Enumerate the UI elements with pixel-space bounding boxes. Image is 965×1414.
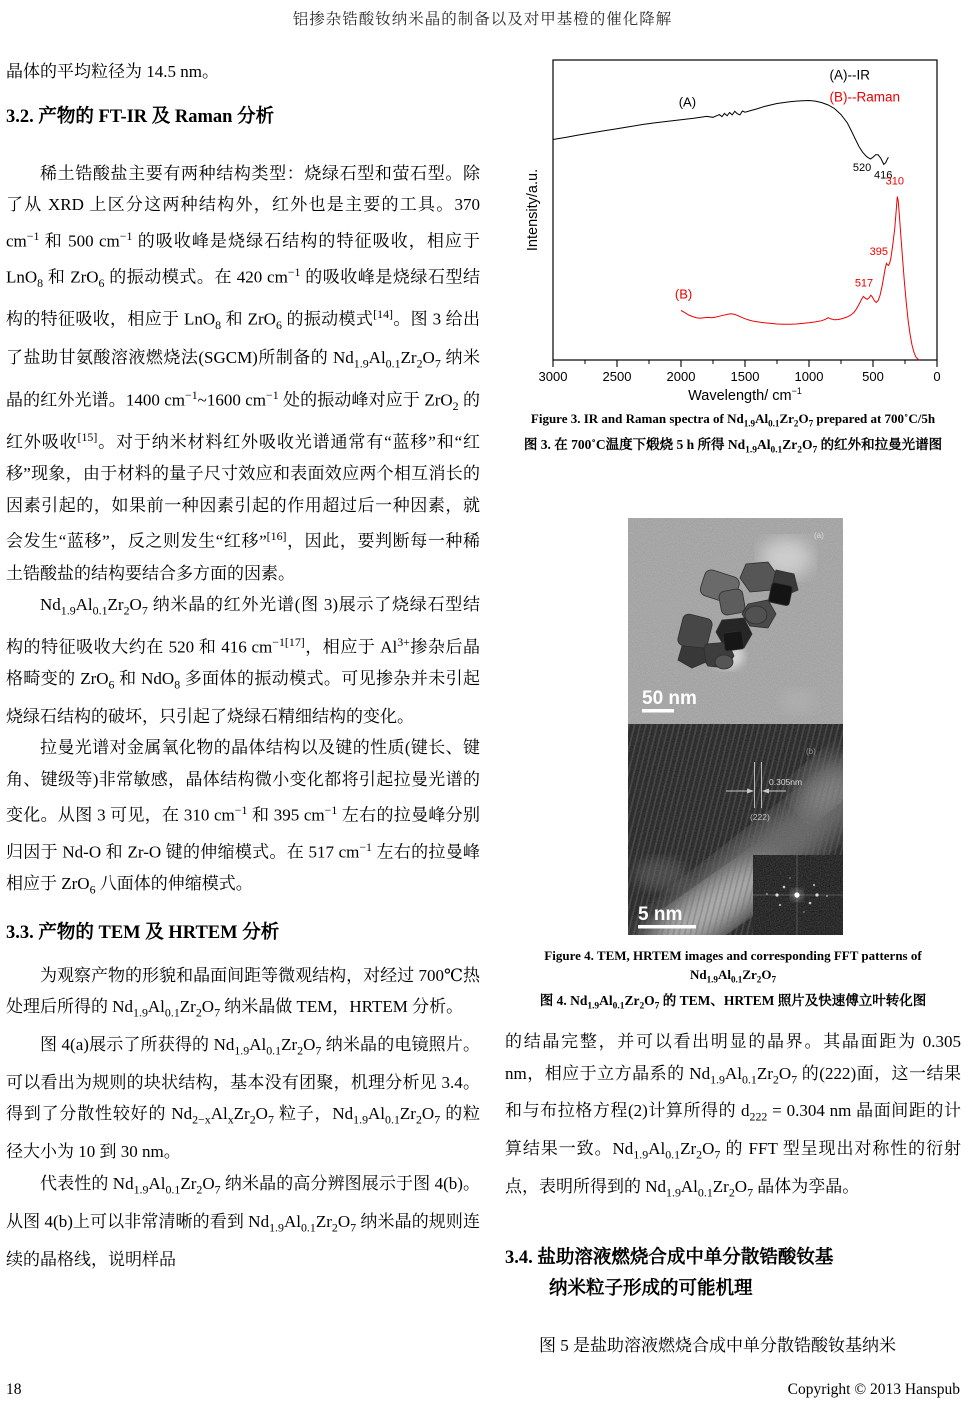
x-tick-label: 2000 xyxy=(666,369,696,384)
ir-raman-spectra-chart xyxy=(505,57,961,407)
section-heading-3-3: 3.3. 产物的 TEM 及 HRTEM 分析 xyxy=(6,922,280,943)
figure3-caption-zh: 图 3. 在 700˚C温度下煅烧 5 h 所得 $Nd_{1.9}Al_{0.1}Zr_2O_7$ 的红外和拉曼光谱图 xyxy=(523,436,943,456)
peak-annotation: 517 xyxy=(854,277,874,290)
crystal-plane-label: (222) xyxy=(750,812,770,822)
peak-annotation: 520 xyxy=(852,162,872,174)
x-tick-label: 2500 xyxy=(602,369,632,384)
continuation-paragraph xyxy=(505,1026,961,1209)
scale-bar-label-50nm: 50 nm xyxy=(642,688,697,709)
section-3-4-paragraph xyxy=(505,1330,961,1362)
section-heading-3-4-line1: 3.4. 盐助溶液燃烧合成中单分散锆酸钕基 xyxy=(505,1248,834,1268)
page-number: 18 xyxy=(6,1381,22,1398)
paragraph: 的结晶完整，并可以看出明显的晶界。其晶面距为 0.305 nm，相应于立方晶系的 $Nd_{1.9}Al_{0.1}Zr_2O_7$ 的(222)面，这一结果和与布拉格方程(2)计算所得的 $d_{222} = 0.304$ nm 晶面间距的计算结果一致。$Nd_{1.9}Al_{0.1}Zr_2O_7$ 的 FFT 型呈现出对称性的衍射点，表明所得到的 $Nd_{1.9}Al_{0.1}Zr_2O_7$ 晶体为孪晶。 xyxy=(505,1032,962,1200)
peak-annotation: (A) xyxy=(678,94,697,110)
spectrum-curve xyxy=(681,197,920,361)
peak-annotation: 310 xyxy=(885,175,904,188)
scale-bar-label-5nm: 5 nm xyxy=(638,904,683,925)
paragraph: 图 4(a)展示了所获得的 $Nd_{1.9}Al_{0.1}Zr_2O_7$ 纳米晶的电镜照片。可以看出为规则的块状结构，基本没有团聚，机理分析见 3.4。得到了分散性较好的 $Nd_{2-x}Al_xZr_2O_7$ 粒子，$Nd_{1.9}Al_{0.1}Zr_2O_7$ 的粒径大小为 10 到 30 nm。 xyxy=(6,1035,481,1162)
plot-frame xyxy=(553,60,937,360)
figure4-caption-zh: 图 4. $Nd_{1.9}Al_{0.1}Zr_2O_7$ 的 TEM、HRTEM 照片及快速傅立叶转化图 xyxy=(539,992,927,1012)
figure3-caption-en: Figure 3. IR and Raman spectra of $Nd_{1.9}Al_{0.1}Zr_2O_7$ prepared at 700˚C/5h xyxy=(530,411,936,429)
x-tick-label: 1000 xyxy=(794,369,824,384)
intro-continuation-line: 晶体的平均粒径为 14.5 nm。 xyxy=(6,62,219,81)
x-tick-label: 0 xyxy=(933,369,941,384)
left-column xyxy=(6,56,480,1275)
running-head-title: 铝掺杂锆酸钕纳米晶的制备以及对甲基橙的催化降解 xyxy=(292,11,673,28)
section-heading-3-4-line2: 纳米粒子形成的可能机理 xyxy=(549,1279,753,1299)
x-tick-label: 500 xyxy=(862,369,884,384)
legend-entry: (B)--Raman xyxy=(829,89,901,105)
fft-pattern-inset xyxy=(753,855,843,935)
legend-entry: (A)--IR xyxy=(829,67,870,83)
copyright-notice: Copyright © 2013 Hanspub xyxy=(787,1381,960,1398)
x-axis-title: Wavelength/ $cm^{-1}$ xyxy=(688,386,802,404)
tem-image-panel-a xyxy=(628,518,843,724)
peak-annotation: (B) xyxy=(674,286,693,302)
scale-bar-b xyxy=(638,925,696,929)
paragraph: 图 5 是盐助溶液燃烧合成中单分散锆酸钕基纳米 xyxy=(539,1336,896,1355)
peak-annotation: 416 xyxy=(874,169,893,182)
y-axis-title: Intensity/a.u. xyxy=(525,168,541,252)
x-tick-label: 3000 xyxy=(538,369,568,384)
paragraph: 代表性的 $Nd_{1.9}Al_{0.1}Zr_2O_7$ 纳米晶的高分辨图展示于图 4(b)。从图 4(b)上可以非常清晰的看到 $Nd_{1.9}Al_{0.1}Zr_2O_7$ 纳米晶的规则连续的晶格线，说明样品 xyxy=(6,1173,481,1269)
panel-b-label: (b) xyxy=(806,747,816,756)
paragraph: 稀土锆酸盐主要有两种结构类型：烧绿石型和萤石型。除了从 XRD 上区分这两种结构外，红外也是主要的工具。370 $cm^{-1}$ 和 500 $cm^{-1}$ 的吸收峰是烧绿石结构的特征吸收，相应于 LnO$_8$ 和 ZrO$_6$ 的振动模式。在 420 $cm^{-1}$ 的吸收峰是烧绿石型结构的特征吸收，相应于 LnO$_8$ 和 ZrO$_6$ 的振动模式[14]。图 3 给出了盐助甘氨酸溶液燃烧法(SGCM)所制备的 $Nd_{1.9}Al_{0.1}Zr_2O_7$ 纳米晶的红外光谱。1400 $cm^{-1}\sim 1600$ $cm^{-1}$ 处的振动峰对应于 ZrO$_2$ 的红外吸收[15]。对于纳米材料红外吸收光谱通常有“蓝移”和“红移”现象，由于材料的量子尺寸效应和表面效应两个相互消长的因素引起的，如果前一种因素引起的作用超过后一种因素，就会发生“蓝移”，反之则发生“红移”[16]，因此，要判断每一种稀土锆酸盐的结构要结合多方面的因素。 xyxy=(6,163,481,583)
paragraph: 为观察产物的形貌和晶面间距等微观结构，对经过 700℃热处理后所得的 $Nd_{1.9}Al_{0.1}Zr_2O_7$ 纳米晶做 TEM，HRTEM 分析。 xyxy=(6,965,480,1020)
hrtem-image-panel-b xyxy=(628,724,843,935)
spectrum-curve xyxy=(553,101,888,165)
section-heading-3-4 xyxy=(505,1243,961,1305)
panel-a-label: (a) xyxy=(814,531,824,540)
paragraph: 拉曼光谱对金属氧化物的晶体结构以及键的性质(键长、键角、键级等)非常敏感，晶体结构微小变化都将引起拉曼光谱的变化。从图 3 可见，在 310 $cm^{-1}$ 和 395 $cm^{-1}$ 左右的拉曼峰分别归因于 Nd-O 和 Zr-O 键的伸缩模式。在 517 $cm^{-1}$ 左右的拉曼峰相应于 ZrO$_6$ 八面体的伸缩模式。 xyxy=(6,738,480,897)
x-tick-label: 1500 xyxy=(730,369,760,384)
peak-annotation: 395 xyxy=(869,246,888,258)
figure4-caption-en: Figure 4. TEM, HRTEM images and corresponding FFT patterns of $Nd_{1.9}Al_{0.1}Zr_2O_7$ xyxy=(544,948,922,985)
figure4-caption xyxy=(505,946,961,1017)
d-spacing-value-label: 0.305nm xyxy=(769,777,803,787)
figure3-caption xyxy=(505,409,961,461)
paragraph: $Nd_{1.9}Al_{0.1}Zr_2O_7$ 纳米晶的红外光谱(图 3)展示了烧绿石型结构的特征吸收大约在 520 和 416 $cm^{-1[17]}$，相应于 $Al^{3+}$掺杂后晶格畸变的 ZrO$_6$ 和 NdO$_8$ 多面体的振动模式。可见掺杂并未引起烧绿石结构的破坏，只引起了烧绿石精细结构的变化。 xyxy=(6,595,480,726)
spectra-svg xyxy=(505,57,961,407)
figure4-image-stack xyxy=(628,518,843,935)
section-heading-3-2: 3.2. 产物的 FT-IR 及 Raman 分析 xyxy=(6,106,275,127)
scale-bar-a xyxy=(642,709,674,713)
